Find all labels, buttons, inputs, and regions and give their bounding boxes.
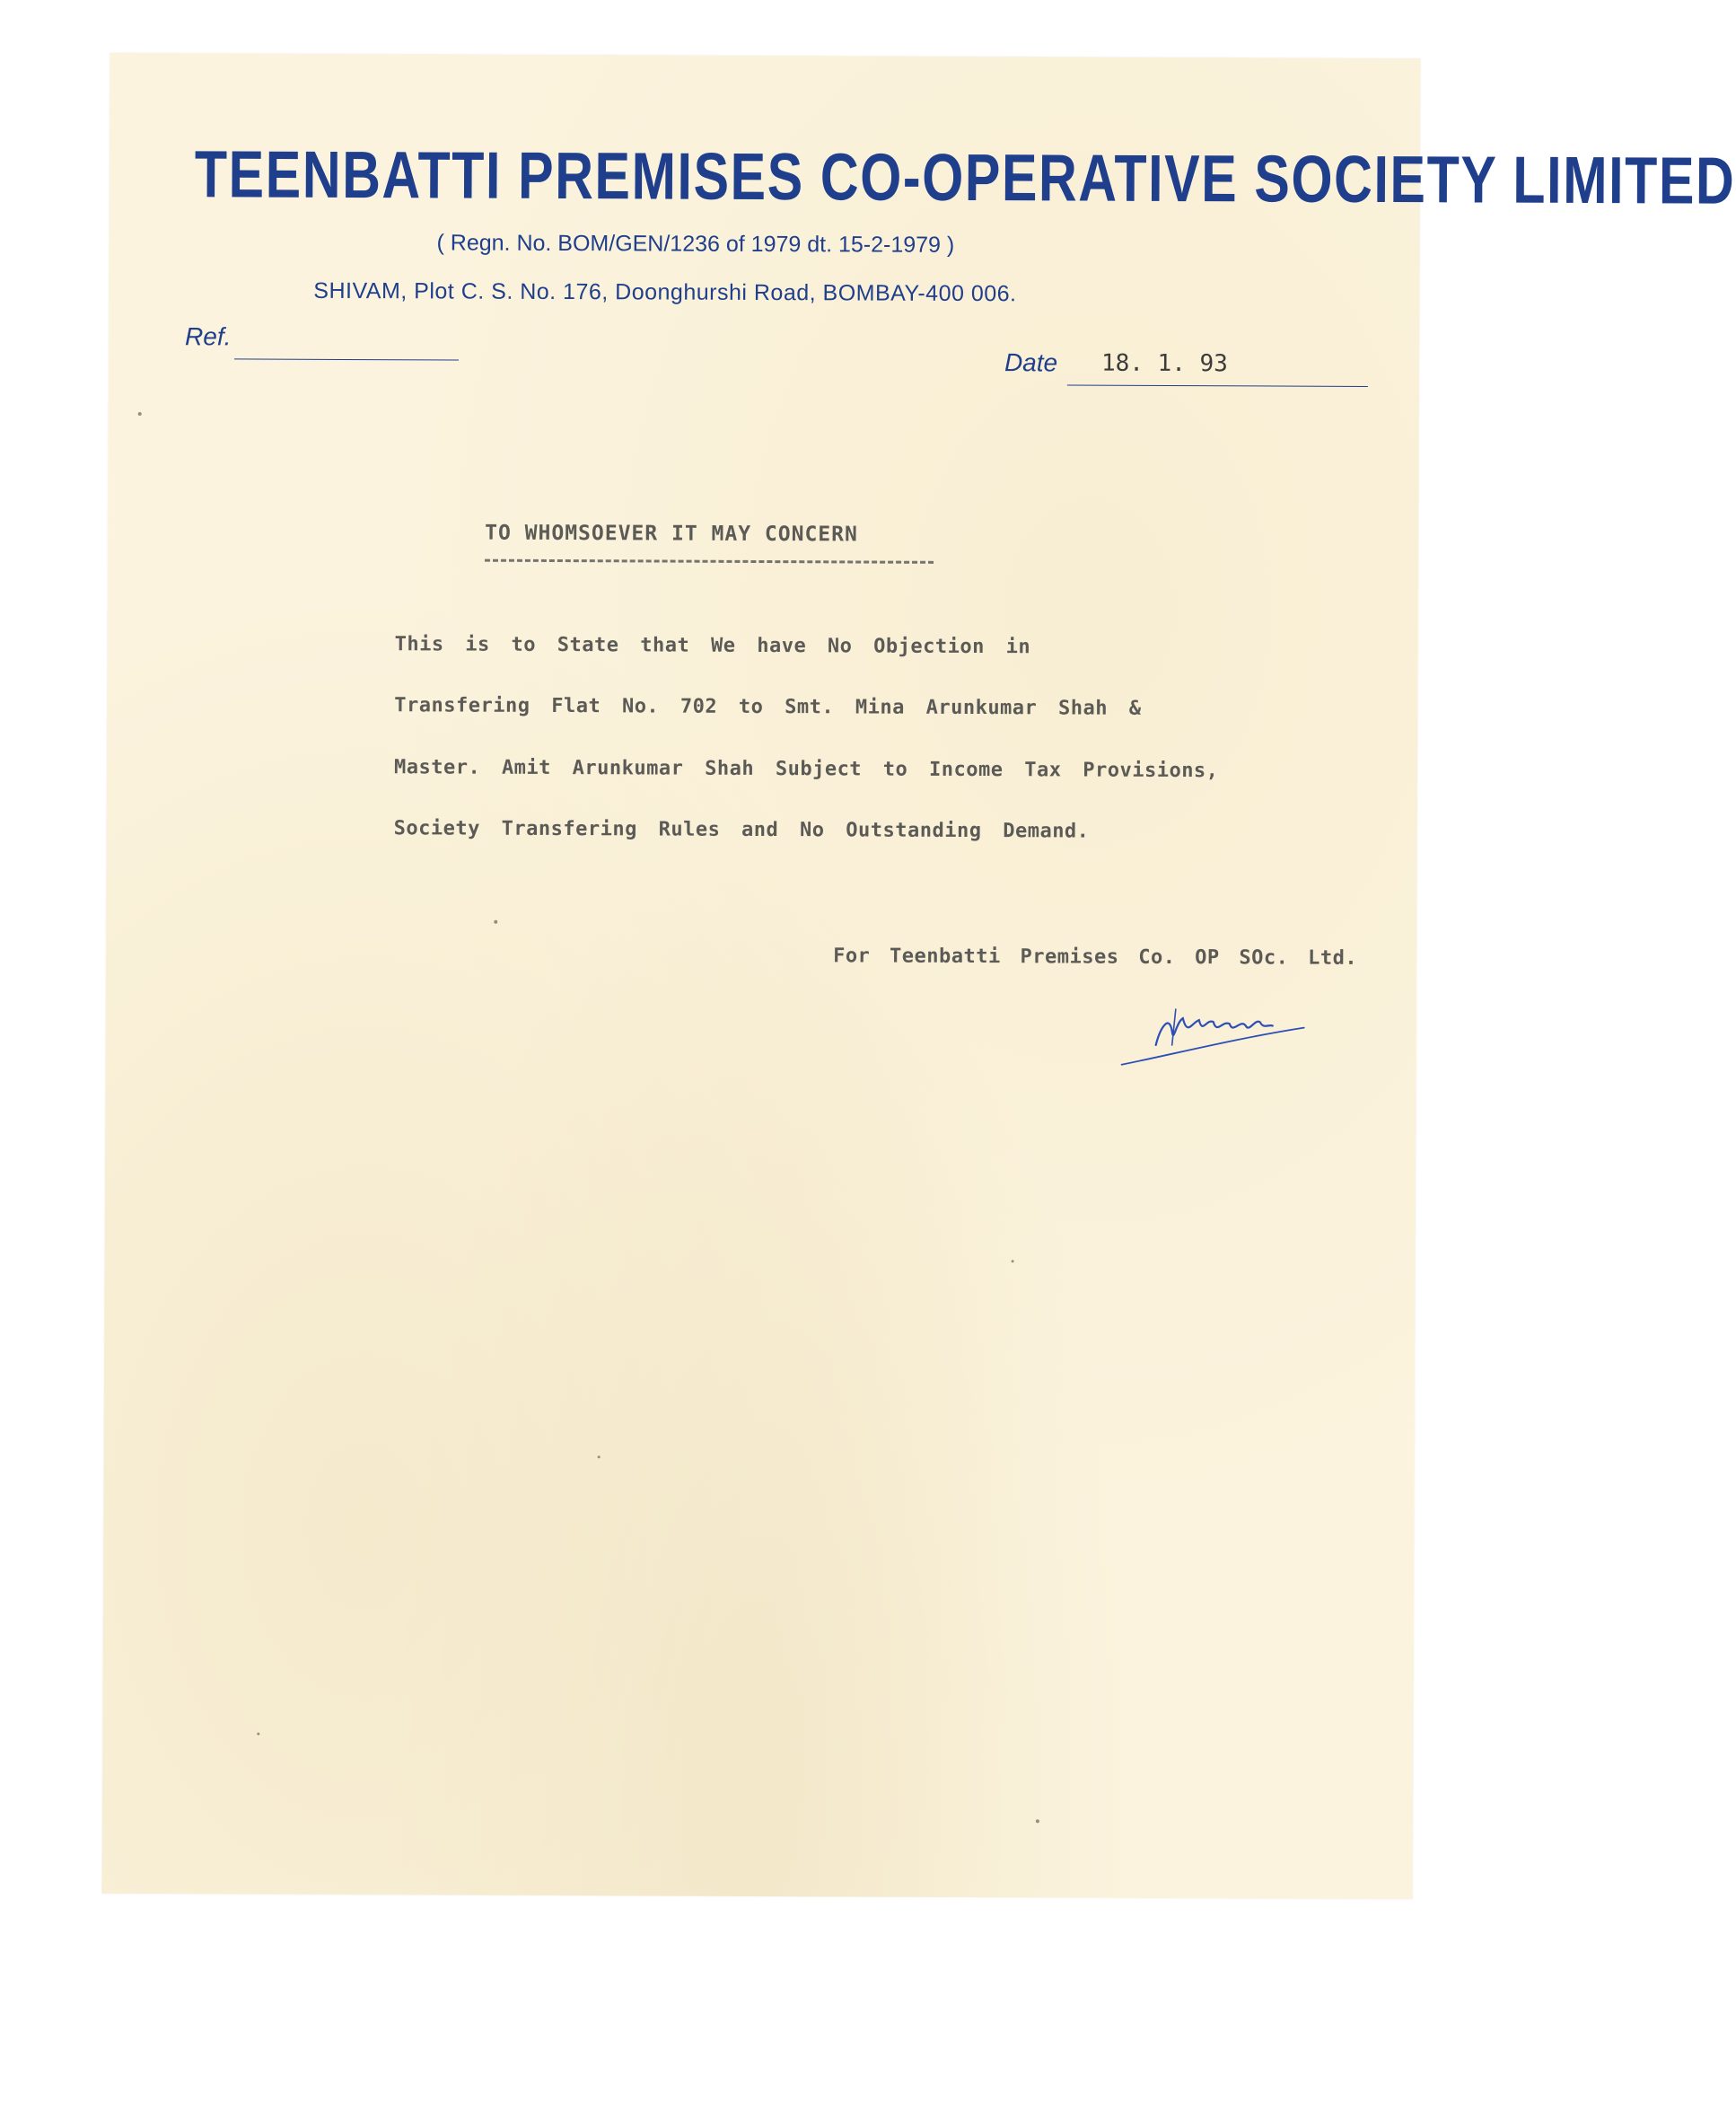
body-line: This is to State that We have No Objection in (394, 633, 1031, 659)
paper-speck (598, 1455, 601, 1458)
body-line: Master. Amit Arunkumar Shah Subject to Income Tax Provisions, (393, 756, 1219, 783)
paper-speck (1012, 1260, 1014, 1262)
letter-heading: TO WHOMSOEVER IT MAY CONCERN (485, 521, 858, 547)
signoff-line: For Teenbatti Premises Co. OP SOc. Ltd. (833, 945, 1358, 970)
paper-speck (257, 1733, 259, 1736)
paper-speck (138, 412, 142, 416)
body-line: Transfering Flat No. 702 to Smt. Mina Arunkumar Shah & (394, 694, 1142, 720)
registration-number: ( Regn. No. BOM/GEN/1236 of 1979 dt. 15-2-1979 ) (436, 230, 955, 258)
date-label: Date (1004, 348, 1058, 377)
date-underline (1067, 384, 1368, 386)
letter-sheet (102, 53, 1736, 1899)
paper-speck (494, 920, 497, 924)
ref-label: Ref. (185, 322, 232, 351)
paper-speck (1036, 1819, 1039, 1823)
letterhead-title: TEENBATTI PREMISES CO-OPERATIVE SOCIETY LIMITED (194, 136, 1736, 218)
date-value: 18. 1. 93 (1100, 349, 1228, 378)
body-line: Society Transfering Rules and No Outstanding Demand. (393, 817, 1090, 843)
heading-underline (485, 559, 934, 564)
ref-underline (234, 358, 459, 360)
letterhead-address: SHIVAM, Plot C. S. No. 176, Doonghurshi Road, BOMBAY-400 006. (313, 277, 1017, 307)
handwritten-signature (1120, 991, 1309, 1073)
